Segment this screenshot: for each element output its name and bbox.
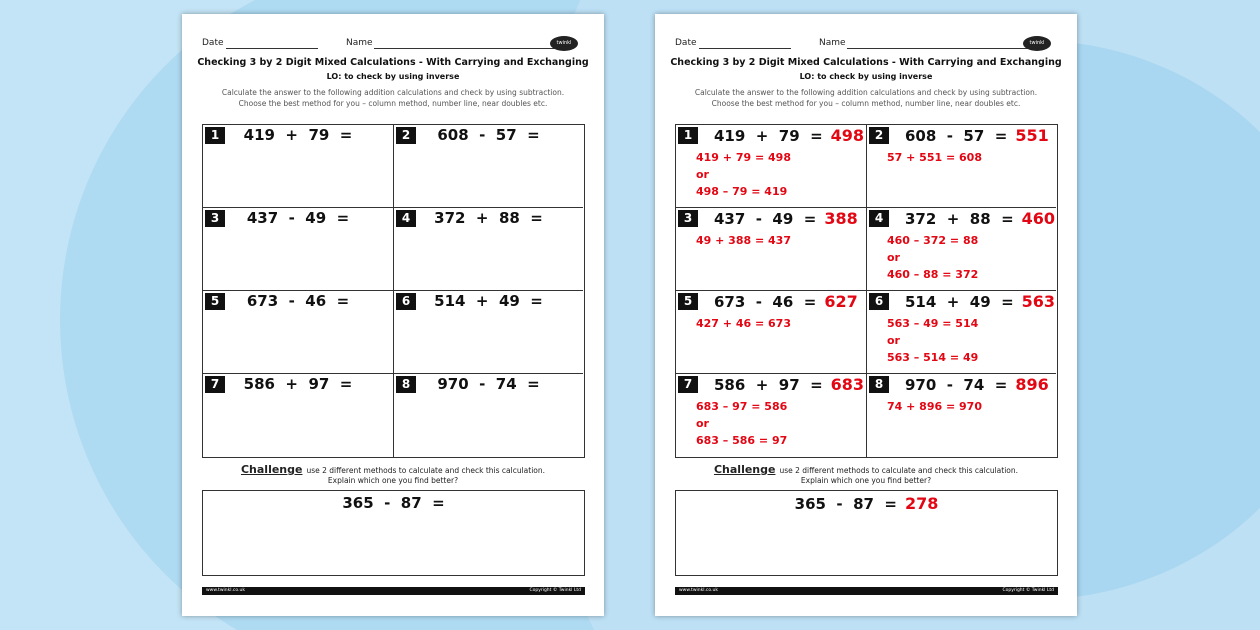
name-label: Name (346, 38, 373, 48)
answer-value: 683 (830, 375, 865, 394)
date-label: Date (675, 38, 697, 48)
worksheet-title: Checking 3 by 2 Digit Mixed Calculations - With Carrying and Exchanging (670, 57, 1062, 68)
answer-cell-4: 4 372 + 88 = 460 460 – 372 = 88 or 460 – 88 = 372 (867, 208, 1056, 291)
worksheet-questions (182, 14, 604, 616)
question-cell-1: 1 419 + 79 = (203, 125, 394, 208)
check-working: 563 – 49 = 514 or 563 – 514 = 49 (887, 317, 979, 364)
check-working: 49 + 388 = 437 (696, 234, 791, 247)
instructions: Calculate the answer to the following addition calculations and check by using subtraction. Choose the best method for you – column method, number line, near doubles etc. (221, 88, 565, 108)
question-cell-6: 6 514 + 49 = (394, 291, 583, 374)
answer-cell-6: 6 514 + 49 = 563 563 – 49 = 514 or 563 – 514 = 49 (867, 291, 1056, 374)
question-cell-2: 2 608 - 57 = (394, 125, 583, 208)
worksheet-title: Checking 3 by 2 Digit Mixed Calculations - With Carrying and Exchanging (197, 57, 589, 68)
challenge-question: 365 - 87 = (342, 494, 445, 512)
header-row (675, 38, 1057, 52)
challenge-text: Challenge use 2 different methods to calculate and check this calculation. Explain which one you find better? (713, 463, 1019, 485)
answer-value: 563 (1021, 292, 1056, 311)
question-grid (202, 124, 585, 458)
challenge-label: Challenge (713, 463, 776, 476)
answer-cell-8: 8 970 - 74 = 896 74 + 896 = 970 (867, 374, 1056, 457)
learning-objective: LO: to check by using inverse (326, 72, 460, 81)
question-cell-5: 5 673 - 46 = (203, 291, 394, 374)
twinkl-logo: twinkl (550, 36, 578, 51)
header-row (202, 38, 584, 52)
check-working: 74 + 896 = 970 (887, 400, 982, 413)
answer-value: 498 (830, 126, 865, 145)
date-line (226, 48, 318, 49)
answer-value: 627 (824, 292, 858, 311)
check-working: 427 + 46 = 673 (696, 317, 791, 330)
worksheet-answers (655, 14, 1077, 616)
check-working: 419 + 79 = 498 or 498 – 79 = 419 (696, 151, 791, 198)
challenge-box (675, 490, 1058, 576)
instructions: Calculate the answer to the following addition calculations and check by using subtraction. Choose the best method for you – column method, number line, near doubles etc. (694, 88, 1038, 108)
challenge-text: Challenge use 2 different methods to calculate and check this calculation. Explain which one you find better? (240, 463, 546, 485)
name-label: Name (819, 38, 846, 48)
answer-value: 896 (1015, 375, 1049, 394)
challenge-label: Challenge (240, 463, 303, 476)
learning-objective: LO: to check by using inverse (799, 72, 933, 81)
answer-cell-3: 3 437 - 49 = 388 49 + 388 = 437 (676, 208, 867, 291)
date-line (699, 48, 791, 49)
question-cell-7: 7 586 + 97 = (203, 374, 394, 457)
answer-grid (675, 124, 1058, 458)
challenge-answer: 278 (904, 494, 939, 513)
name-line (374, 48, 570, 49)
name-line (847, 48, 1043, 49)
check-working: 683 – 97 = 586 or 683 – 586 = 97 (696, 400, 788, 447)
question-cell-3: 3 437 - 49 = (203, 208, 394, 291)
footer: www.twinkl.co.uk Copyright © Twinkl Ltd (675, 587, 1058, 595)
answer-value: 388 (824, 209, 858, 228)
check-working: 57 + 551 = 608 (887, 151, 982, 164)
answer-value: 551 (1015, 126, 1049, 145)
challenge-question: 365 - 87 = 278 (794, 494, 939, 513)
date-label: Date (202, 38, 224, 48)
answer-cell-2: 2 608 - 57 = 551 57 + 551 = 608 (867, 125, 1056, 208)
challenge-box (202, 490, 585, 576)
footer: www.twinkl.co.uk Copyright © Twinkl Ltd (202, 587, 585, 595)
question-cell-4: 4 372 + 88 = (394, 208, 583, 291)
answer-cell-1: 1 419 + 79 = 498 419 + 79 = 498 or 498 – 79 = 419 (676, 125, 867, 208)
question-cell-8: 8 970 - 74 = (394, 374, 583, 457)
answer-cell-7: 7 586 + 97 = 683 683 – 97 = 586 or 683 – 586 = 97 (676, 374, 867, 457)
answer-cell-5: 5 673 - 46 = 627 427 + 46 = 673 (676, 291, 867, 374)
answer-value: 460 (1021, 209, 1056, 228)
check-working: 460 – 372 = 88 or 460 – 88 = 372 (887, 234, 979, 281)
twinkl-logo: twinkl (1023, 36, 1051, 51)
